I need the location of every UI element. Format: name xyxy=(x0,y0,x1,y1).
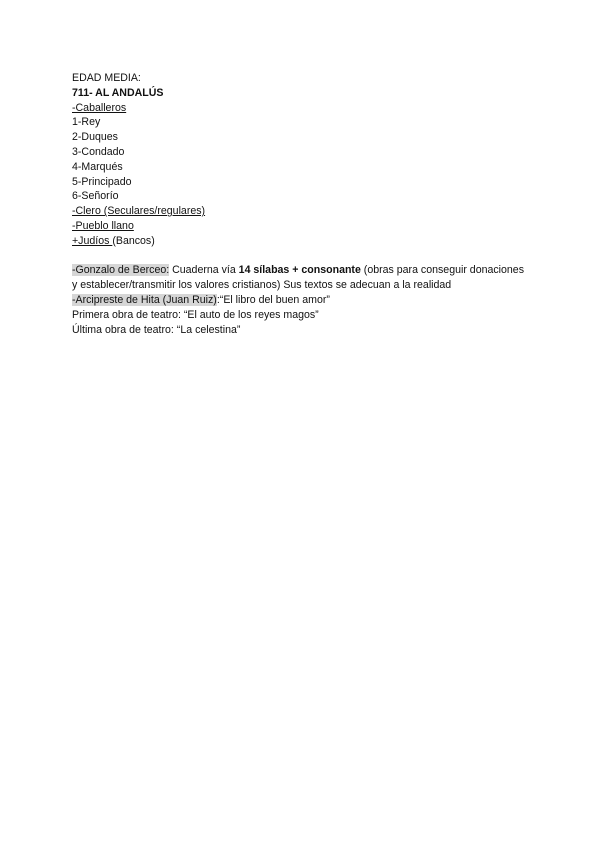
judios-label: +Judíos xyxy=(72,234,113,247)
berceo-paragraph xyxy=(72,263,532,293)
caballeros-item: 5-Principado xyxy=(72,175,132,188)
caballeros-label: -Caballeros xyxy=(72,101,127,114)
pueblo-label: -Pueblo llano xyxy=(72,219,134,232)
berceo-bold: 14 sílabas + consonante xyxy=(238,264,361,277)
spacer xyxy=(72,249,532,264)
caballeros-item: 6-Señorío xyxy=(72,190,119,203)
first-play: Primera obra de teatro: “El auto de los reyes magos” xyxy=(72,308,319,321)
subheading: 711- AL ANDALÚS xyxy=(72,86,164,99)
clero-label: -Clero (Seculares/regulares) xyxy=(72,205,206,218)
last-play: Última obra de teatro: “La celestina” xyxy=(72,323,241,336)
caballeros-item: 2-Duques xyxy=(72,131,118,144)
caballeros-item: 3-Condado xyxy=(72,145,125,158)
hita-name: -Arcipreste de Hita (Juan Ruiz) xyxy=(72,293,217,306)
berceo-text-2: (obras para conseguir donaciones y establecer/transmitir los valores cristianos) Sus textos se adecuan a la realidad xyxy=(72,264,524,292)
hita-line xyxy=(72,293,532,308)
berceo-text-1: Cuaderna vía xyxy=(169,264,239,277)
caballeros-item: 1-Rey xyxy=(72,116,101,129)
heading: EDAD MEDIA: xyxy=(72,72,141,84)
caballeros-item: 4-Marqués xyxy=(72,160,123,173)
judios-note: (Bancos) xyxy=(112,234,155,247)
hita-text: :“El libro del buen amor” xyxy=(216,293,330,306)
berceo-name: -Gonzalo de Berceo: xyxy=(72,264,170,277)
document-body xyxy=(72,71,532,337)
